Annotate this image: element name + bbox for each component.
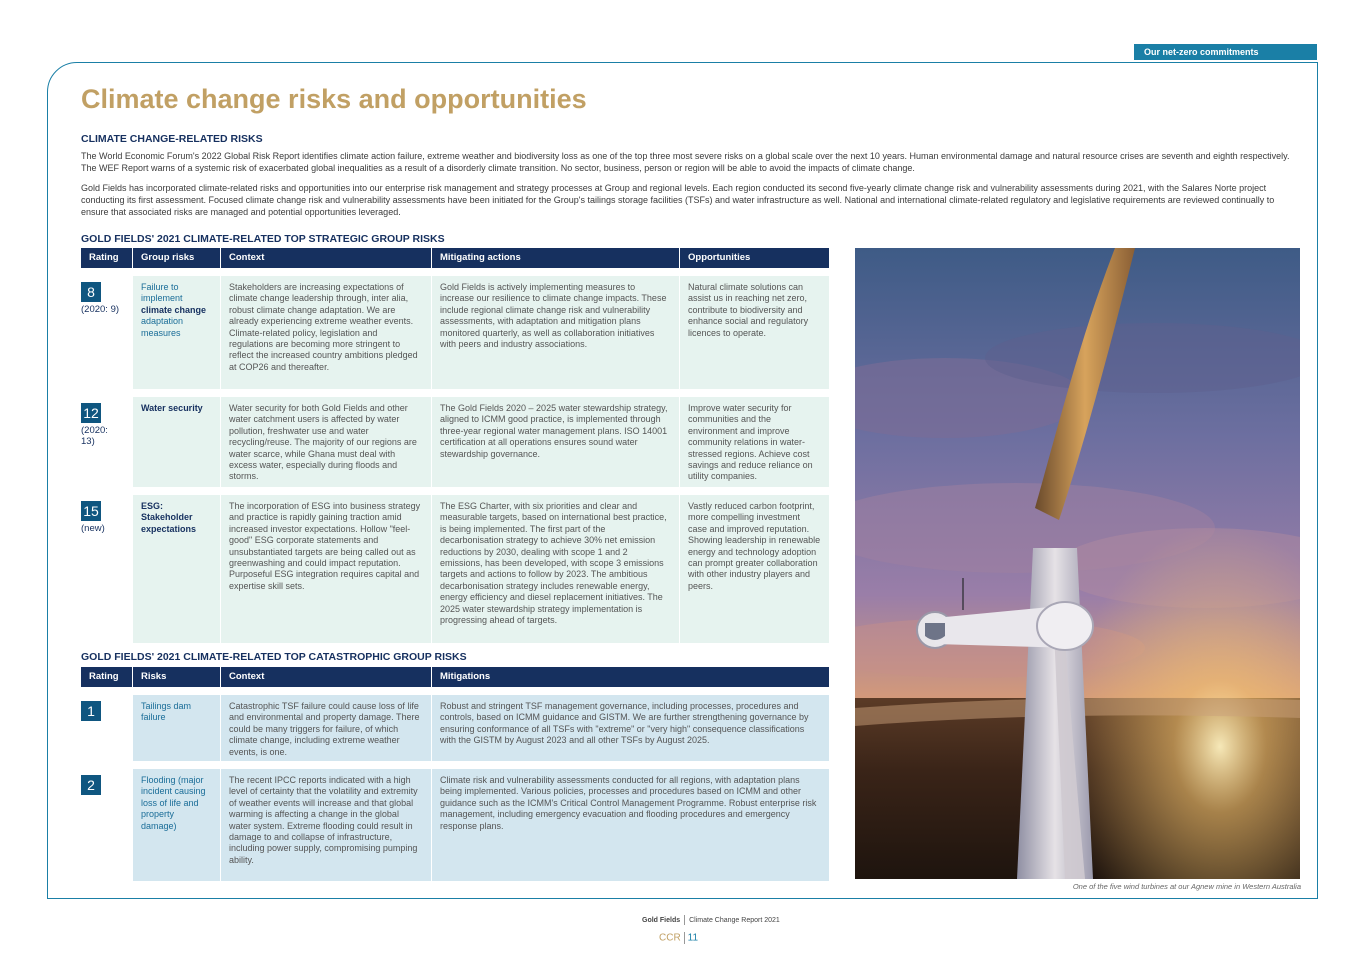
risk-name-cell: Failure to implement climate change adaptation measures	[133, 276, 221, 389]
mitigations-cell: Robust and stringent TSF management governance, including processes, procedures and controls, based on ICMM guidance and GISTM. We are further strengthening governance by ensuring conformance of all TSFs with "extreme" or "very high" consequence classifications with the GISTM by August 2023 and all other TSFs by August 2025.	[432, 695, 830, 761]
climate-risks-heading: CLIMATE CHANGE-RELATED RISKS	[81, 133, 263, 145]
context-cell: The incorporation of ESG into business strategy and practice is rapidly gaining traction amid increased investor expectations. Hollow "feel-good" ESG corporate statements and unsubstantiated targets are being called out as greenwashing and could impact reputation. Purposeful ESG integration requires capital and expertise skill sets.	[221, 495, 432, 643]
context-cell: Catastrophic TSF failure could cause loss of life and environmental and property damage. There could be many triggers for failure, of which climate change, including extreme weather events, is one.	[221, 695, 432, 761]
rating-badge: 8	[81, 282, 101, 302]
rating-cell	[81, 276, 133, 389]
table-row	[81, 276, 830, 389]
intro-paragraph-1: The World Economic Forum's 2022 Global Risk Report identifies climate action failure, extreme weather and biodiversity loss as one of the top three most severe risks on a global scale over the next 10 years. Human environmental damage and natural resource crises are seventh and eighth respectively. The WEF Report warns of a systemic risk of exacerbated global inequalities as a result of a disorderly climate transition. No sector, business, person or region will be able to avoid the impacts of climate change.	[81, 151, 1290, 173]
col-rating: Rating	[81, 667, 133, 687]
col-risks: Risks	[133, 667, 221, 687]
opportunities-cell: Vastly reduced carbon footprint, more compelling investment case and improved reputation. Showing leadership in renewable energy and technology adoption can prompt greater collaboration with other industry players and peers.	[680, 495, 830, 643]
previous-rating: (2020: 9)	[81, 304, 120, 315]
intro-paragraph-2: Gold Fields has incorporated climate-related risks and opportunities into our enterprise risk management and strategy processes at Group and regional levels. Each region conducted its second five-yearly climate change risk and vulnerability assessments during 2021, with the Salares Norte project conducting its first assessment. Focused climate change risk and vulnerability assessments have been initiated for the Group's tailings storage facilities (TSFs) and water infrastructure as well. National and international climate-related regulatory and legislative requirements are reviewed continually to ensure that associated risks are managed and potential opportunities leveraged.	[81, 183, 1275, 217]
strategic-table-header	[81, 248, 830, 268]
rating-cell	[81, 695, 133, 761]
table-row	[81, 397, 830, 487]
footer	[642, 915, 780, 925]
col-opportunities: Opportunities	[680, 248, 830, 268]
catastrophic-table-header	[81, 667, 830, 687]
col-rating: Rating	[81, 248, 133, 268]
footer-report-title: Climate Change Report 2021	[689, 916, 780, 924]
risk-name-cell: ESG: Stakeholder expectations	[133, 495, 221, 643]
footer-ccr: CCR	[659, 932, 681, 944]
risk-name-cell: Flooding (major incident causing loss of life and property damage)	[133, 769, 221, 881]
previous-rating: (new)	[81, 523, 105, 534]
wind-turbine-illustration	[855, 248, 1300, 879]
rating-cell	[81, 495, 133, 643]
opportunities-cell: Improve water security for communities and the environment and improve community relations in water-stressed regions. Achieve cost savings and reduce reliance on utility companies.	[680, 397, 830, 487]
risk-name-cell: Water security	[133, 397, 221, 487]
catastrophic-risks-table	[81, 667, 830, 881]
table-row	[81, 695, 830, 761]
rating-cell	[81, 769, 133, 881]
rating-badge: 2	[81, 775, 101, 795]
footer-company: Gold Fields	[642, 916, 681, 924]
rating-badge: 1	[81, 701, 101, 721]
catastrophic-risks-heading: GOLD FIELDS' 2021 CLIMATE-RELATED TOP CATASTROPHIC GROUP RISKS	[81, 651, 467, 663]
context-cell: Stakeholders are increasing expectations of climate change leadership through, inter alia, robust climate change adaptation. We are already experiencing extreme weather events. Climate-related policy, legislation and regulations are becoming more stringent to reflect the increased country ambitions pledged at COP26 and thereafter.	[221, 276, 432, 389]
page-number	[659, 932, 698, 944]
actions-cell: The Gold Fields 2020 – 2025 water stewardship strategy, aligned to ICMM good practice, is implemented through three-year regional water management plans. ISO 14001 certification at all operations ensures sound water stewardship governance.	[432, 397, 680, 487]
strategic-risks-table	[81, 248, 830, 643]
col-context: Context	[221, 667, 432, 687]
actions-cell: Gold Fields is actively implementing measures to increase our resilience to climate change impacts. These include regional climate change risk and vulnerability assessments, with adaptation and mitigation plans monitored quarterly, as well as collaboration initiatives with peers and industry associations.	[432, 276, 680, 389]
page-title: Climate change risks and opportunities	[81, 84, 587, 114]
col-mitigating-actions: Mitigating actions	[432, 248, 680, 268]
col-context: Context	[221, 248, 432, 268]
previous-rating: (2020: 13)	[81, 425, 108, 448]
photo-caption: One of the five wind turbines at our Agnew mine in Western Australia	[1072, 882, 1301, 891]
table-row	[81, 495, 830, 643]
col-group-risks: Group risks	[133, 248, 221, 268]
strategic-risks-heading: GOLD FIELDS' 2021 CLIMATE-RELATED TOP STRATEGIC GROUP RISKS	[81, 233, 445, 245]
mitigations-cell: Climate risk and vulnerability assessments conducted for all regions, with adaptation plans being implemented. Various policies, processes and procedures based on ICMM and other guidance such as the ICMM's Critical Control Management Programme. Robust enterprise risk management, including emergency evacuation and flooding procedures and emergency response plans.	[432, 769, 830, 881]
opportunities-cell: Natural climate solutions can assist us in reaching net zero, contribute to biodiversity and enhance social and regulatory licences to operate.	[680, 276, 830, 389]
rating-badge: 15	[81, 501, 101, 521]
footer-page-number: 11	[687, 932, 699, 944]
context-cell: The recent IPCC reports indicated with a high level of certainty that the volatility and extremity of weather events will increase and that global warming is affecting a change in the global water system. Extreme flooding could result in damage to and collapse of infrastructure, including power supply, compromising pumping ability.	[221, 769, 432, 881]
context-cell: Water security for both Gold Fields and other water catchment users is affected by water pollution, freshwater use and water recycling/reuse. The majority of our regions are water scarce, while Ghana must deal with excess water, especially during floods and storms.	[221, 397, 432, 487]
actions-cell: The ESG Charter, with six priorities and clear and measurable targets, based on international best practice, is being implemented. The first part of the decarbonisation strategy to achieve 30% net emission reductions by 2030, dealing with scope 1 and 2 emissions, has been developed, with scope 3 emissions targets and actions to follow by 2023. The ambitious decarbonisation strategy includes renewable energy, energy efficiency and diesel replacement initiatives. The 2025 water stewardship strategy implementation is progressing ahead of targets.	[432, 495, 680, 643]
table-row	[81, 769, 830, 881]
rating-badge: 12	[81, 403, 101, 423]
rating-cell	[81, 397, 133, 487]
wind-turbine-photo	[855, 248, 1300, 879]
section-tab-label: Our net-zero commitments	[1134, 44, 1317, 60]
risk-name-cell: Tailings dam failure	[133, 695, 221, 761]
col-mitigations: Mitigations	[432, 667, 830, 687]
